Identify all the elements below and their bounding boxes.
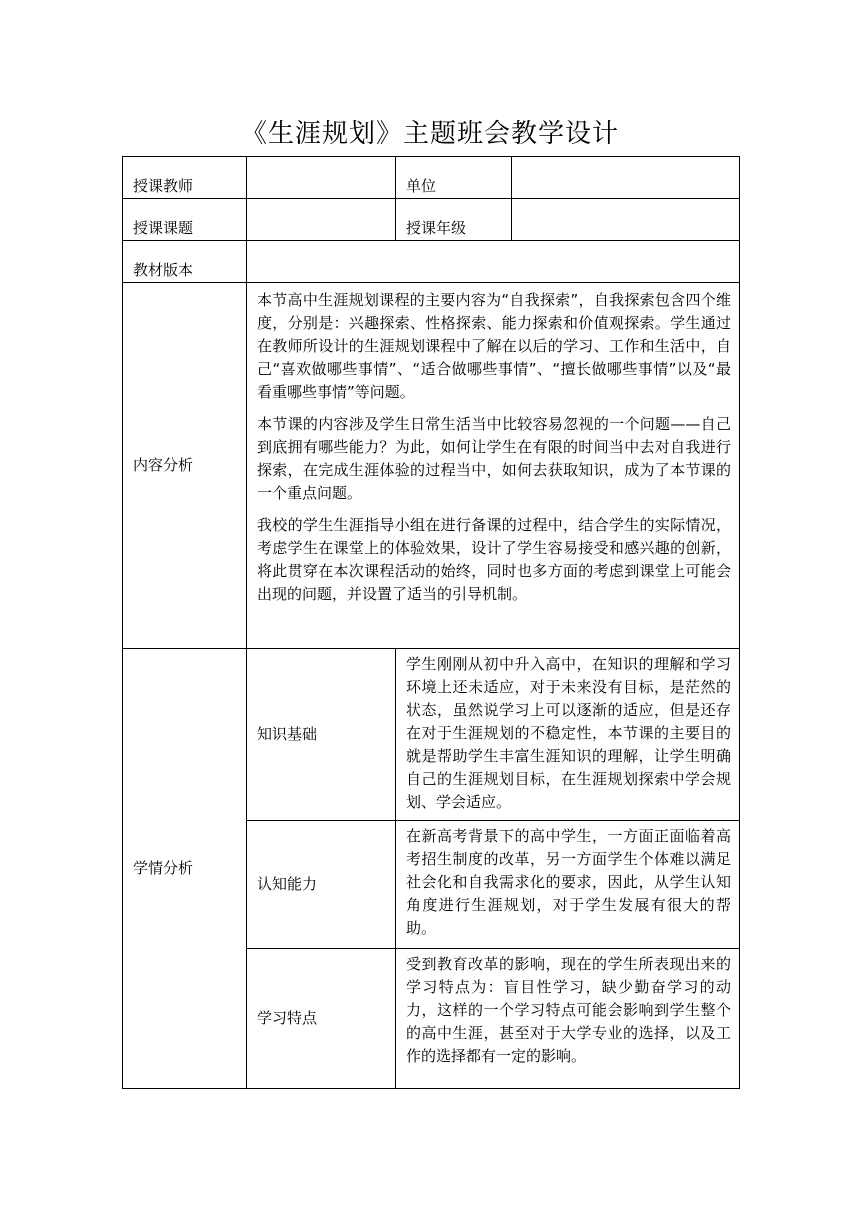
page-title: 《生涯规划》主题班会教学设计 — [240, 119, 619, 149]
topic-value-cell[interactable] — [247, 199, 396, 241]
content-paragraph: 本节高中生涯规划课程的主要内容为“自我探索”，自我探索包含四个维度，分别是：兴趣探索、性格探索、能力探索和价值观探索。学生通过在教师所设计的生涯规划课程中了解在以后的学习、工作和生活中，自己“喜欢做哪些事情”、“适合做哪些事情”、“擅长做哪些事情”以及“最看重哪些事情”等问题。 — [257, 291, 731, 401]
teacher-label-cell — [123, 157, 247, 199]
learning-text: 受到教育改革的影响，现在的学生所表现出来的学习特点为：盲目性学习，缺少勤奋学习的动力，这样的一个学习特点可能会影响到学生整个的高中生涯，甚至对于大学专业的选择，以及工作的选择都有一定的影响。 — [396, 949, 740, 1089]
learning-label: 学习特点 — [247, 949, 396, 1089]
content-analysis-text — [247, 283, 740, 649]
textbook-value-cell[interactable] — [247, 241, 740, 283]
teacher-row — [123, 157, 740, 199]
teacher-value-cell[interactable] — [247, 157, 396, 199]
grade-label: 授课年级 — [406, 219, 467, 237]
knowledge-row — [123, 649, 740, 821]
knowledge-text: 学生刚刚从初中升入高中，在知识的理解和学习环境上还未适应，对于未来没有目标，是茫然的状态，虽然说学习上可以逐渐的适应，但是还存在对于生涯规划的不稳定性，本节课的主要目的就是帮助学生丰富生涯知识的理解，让学生明确自己的生涯规划目标，在生涯规划探索中学会规划、学会适应。 — [396, 649, 740, 821]
unit-label: 单位 — [406, 177, 437, 195]
textbook-label: 教材版本 — [133, 261, 194, 279]
grade-label-cell — [396, 199, 512, 241]
content-paragraph: 我校的学生生涯指导小组在进行备课的过程中，结合学生的实际情况，考虑学生在课堂上的体验效果，设计了学生容易接受和感兴趣的创新，将此贯穿在本次课程活动的始终，同时也多方面的考虑到课堂上可能会出现的问题，并设置了适当的引导机制。 — [257, 516, 731, 603]
content-analysis-label: 内容分析 — [123, 283, 247, 649]
content-analysis-row — [123, 283, 740, 649]
cognition-label: 认知能力 — [247, 821, 396, 949]
cognition-text: 在新高考背景下的高中学生，一方面正面临着高考招生制度的改革，另一方面学生个体难以满足社会化和自我需求化的要求，因此，从学生认知角度进行生涯规划，对于学生发展有很大的帮助。 — [396, 821, 740, 949]
textbook-row — [123, 241, 740, 283]
unit-label-cell — [396, 157, 512, 199]
student-analysis-label: 学情分析 — [123, 649, 247, 1089]
topic-label-cell — [123, 199, 247, 241]
lesson-plan-table — [122, 156, 740, 1089]
grade-value-cell[interactable] — [512, 199, 740, 241]
knowledge-label: 知识基础 — [247, 649, 396, 821]
textbook-label-cell — [123, 241, 247, 283]
teacher-label: 授课教师 — [133, 177, 194, 195]
unit-value-cell[interactable] — [512, 157, 740, 199]
content-paragraph: 本节课的内容涉及学生日常生活当中比较容易忽视的一个问题——自己到底拥有哪些能力？为此，如何让学生在有限的时间当中去对自我进行探索，在完成生涯体验的过程当中，如何去获取知识，成为了本节课的一个重点问题。 — [257, 415, 731, 502]
topic-label: 授课课题 — [133, 219, 194, 237]
topic-row — [123, 199, 740, 241]
